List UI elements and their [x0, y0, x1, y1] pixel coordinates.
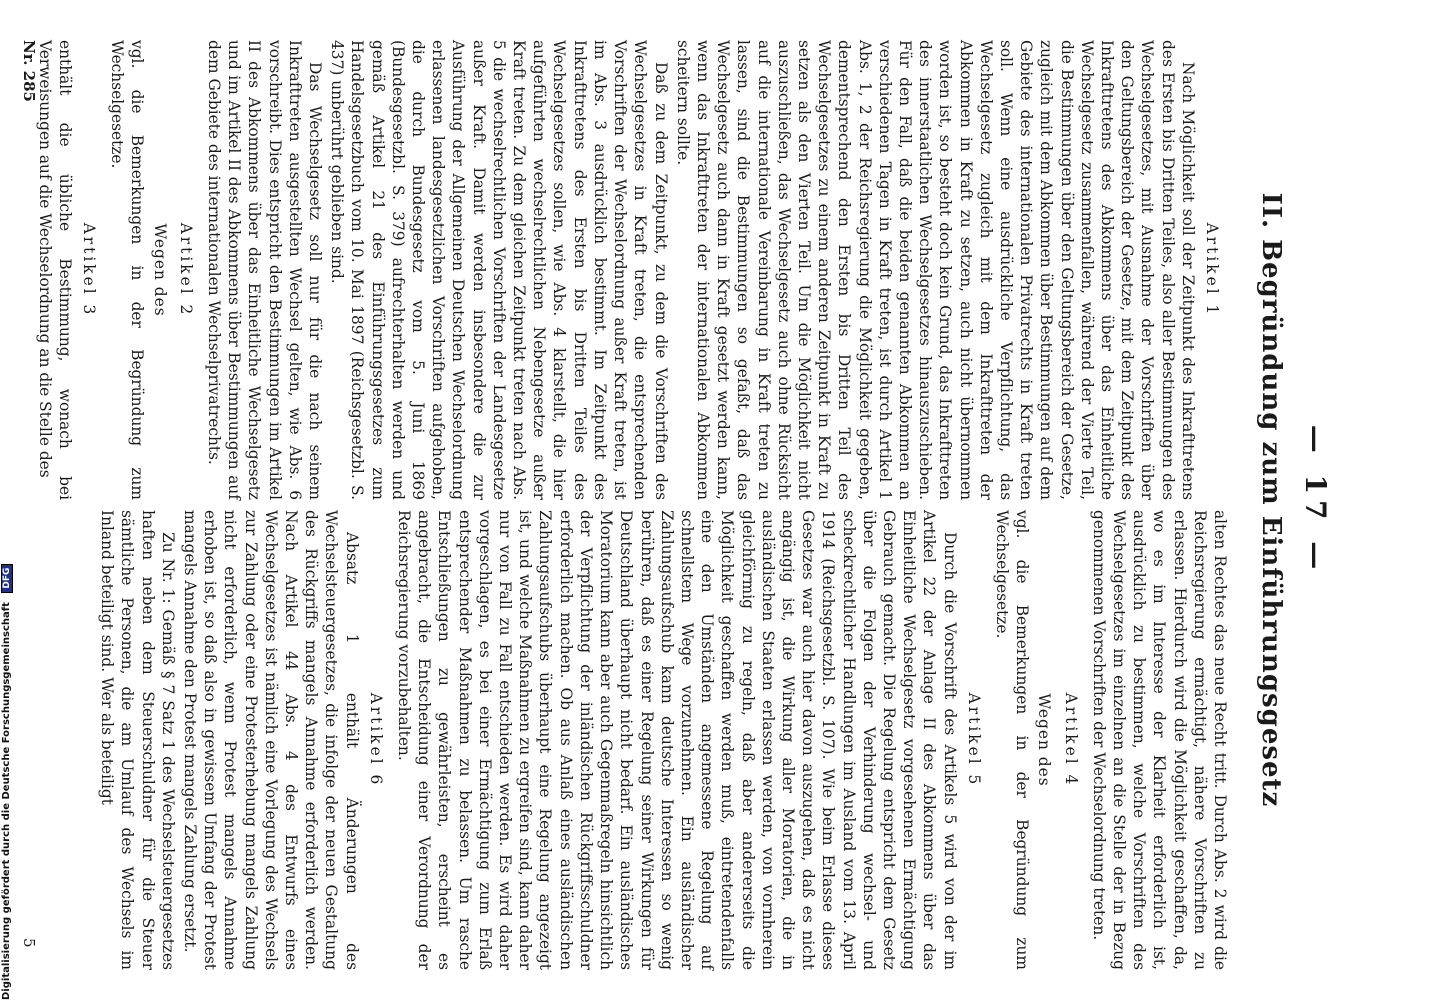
article-6-paragraph: Absatz 1 enthält Änderungen des Wechselsteuergesetzes, die infolge der neuen Gestaltung des Rückgriffs mangels Annahme erforderlich werden. Nach Artikel 44 Abs. 4 des Entwurfs eines Wechselgesetzes ist nämlich eine Vorlegung des Wechsels zur Zahlung oder eine Protesterhebung mangels Zahlung nicht erforderlich, wenn Protest mangels Annahme erhoben ist, so daß also in gewissem Umfang der Protest mangels Annahme den Protest mangels Zahlung ersetzt. — [181, 510, 361, 970]
article-2-heading: Artikel 2 — [176, 222, 195, 318]
article-2-text: vgl. die Bemerkungen in der Begründung zum Wechselgesetze. — [108, 40, 147, 500]
article-5-paragraph: Durch die Vorschrift des Artikels 5 wird von der im Artikel 22 der Anlage II des Abkommens über das Einheitliche Wechselgesetz vorgesehenen Ermächtigung Gebrauch gemacht. Die Regelung entspricht dem Gesetz über die Folgen der Verhinderung wechsel- und scheckrechtlicher Handlungen im Ausland vom 13. April 1914 (Reichsgesetzbl. S. 107). Wie beim Erlasse dieses Gesetzes war auch hier davon auszugehen, daß es nicht angängig ist, die Wirkung aller Moratorien, die in ausländischen Staaten erlassen werden, von vornherein gleichförmig zu regeln, daß aber andererseits die Möglichkeit geschaffen werden muß, eintretendenfalls eine den Umständen angemessene Regelung auf schnellstem Wege vorzunehmen. Ein ausländischer Zahlungsaufschub kann deutsche Interessen so wenig berühren, daß es einer Regelung seiner Wirkungen für Deutschland überhaupt nicht bedarf. Ein ausländisches Moratorium kann aber auch Gegenmaßregeln hinsichtlich der Verpflichtung der inländischen Rückgriffsschuldner erforderlich machen. Ob aus Anlaß eines ausländischen Zahlungsaufschubs überhaupt eine Regelung angezeigt ist, und welche Maßnahmen zu ergreifen sind, kann daher nur von Fall zu Fall entschieden werden. Es wird daher vorgeschlagen, es bei einer Ermächtigung zum Erlaß entsprechender Maßnahmen zu belassen. Um rasche Entschließungen zu gewährleisten, erscheint es angebracht, die Entscheidung einer Verordnung der Reichsregierung vorzubehalten. — [395, 510, 959, 970]
article-3-text: enthält die übliche Bestimmung, wonach bei Verweisungen auf die Wechselordnung an die Stelle des — [35, 40, 74, 500]
signature-mark: 5 — [20, 938, 38, 948]
article-1-heading: Artikel 1 — [1203, 222, 1221, 318]
article-1-paragraph: Nach Möglichkeit soll der Zeitpunkt des Inkrafttretens des Ersten bis Dritten Teiles, also aller Bestimmungen des Wechselgesetzes, mit Ausnahme der Vorschriften über den Geltungsbereich der Gesetze, mit dem Zeitpunkt des Inkrafttretens des Abkommens über das Einheitliche Wechselgesetz zusammenfallen, während der Vierte Teil, die Bestimmungen über den Geltungsbereich der Gesetze, zugleich mit dem Abkommen über Bestimmungen auf dem Gebiete des internationalen Privatrechts in Kraft treten soll. Wenn eine ausdrückliche Verpflichtung, das Wechselgesetz zugleich mit dem Inkrafttreten der Abkommen in Kraft zu setzen, auch nicht übernommen worden ist, so besteht doch kein Grund, das Inkrafttreten des innerstaatlichen Wechselgesetzes hinauszuschieben. Für den Fall, daß die beiden genannten Abkommen an verschiedenen Tagen in Kraft treten, ist durch Artikel 1 Abs. 1, 2 der Reichsregierung die Möglichkeit gegeben, dementsprechend den Ersten bis Dritten Teil des Wechselgesetzes zu einem anderen Zeitpunkt in Kraft zu setzen als den Vierten Teil. Um die Möglichkeit nicht auszuschließen, das Wechselgesetz auch ohne Rücksicht auf die internationale Vereinbarung in Kraft treten zu lassen, sind die Bestimmungen so gefaßt, daß das Wechselgesetz auch dann in Kraft gesetzt werden kann, wenn das Inkrafttreten der internationalen Abkommen scheitern sollte. — [673, 40, 1197, 500]
right-column — [95, 510, 1230, 970]
article-5-heading: Artikel 5 — [964, 692, 983, 788]
article-4-text: vgl. die Bemerkungen in der Begründung zum Wechselgesetze. — [992, 510, 1032, 970]
page-header — [1299, 0, 1332, 1000]
page-number: — 17 — — [1299, 424, 1332, 576]
article-6-heading: Artikel 6 — [366, 692, 385, 788]
dfg-logo: DFG — [1, 564, 13, 593]
article-2-wegen: Wegen des — [150, 223, 169, 317]
article-3-heading: Artikel 3 — [80, 222, 99, 318]
article-3-continuation: alten Rechtes das neue Recht tritt. Durch Abs. 2 wird die Reichsregierung ermächtigt, nähere Vorschriften zu erlassen. Hierdurch wird die Möglichkeit geschaffen, da, wo es im Interesse der Klarheit erforderlich ist, ausdrücklich zu bestimmen, welche Vorschriften des Wechselgesetzes im einzelnen an die Stelle der in Bezug genommenen Vorschriften der Wechselordnung treten. — [1089, 510, 1229, 970]
credit-text: Digitalisierung gefördert durch die Deutsche Forschungsgemeinschaft — [1, 602, 12, 1000]
section-title: II. Begründung zum Einführungsgesetz — [1256, 192, 1286, 808]
article-4-wegen: Wegen des — [1035, 693, 1054, 787]
left-column — [32, 40, 1230, 500]
article-1-paragraph: Daß zu dem Zeitpunkt, zu dem die Vorschriften des Wechselgesetzes in Kraft treten, die entsprechenden Vorschriften der Wechselordnung außer Kraft treten, ist im Abs. 3 ausdrücklich bestimmt. Im Zeitpunkt des Inkrafttretens des Ersten bis Dritten Teiles des Wechselgesetzes sollen, wie Abs. 4 klarstellt, die hier aufgeführten wechselrechtlichen Nebengesetze außer Kraft treten. Zu dem gleichen Zeitpunkt treten nach Abs. 5 die wechselrechtlichen Vorschriften der Landesgesetze außer Kraft. Damit werden insbesondere die zur Ausführung der Allgemeinen Deutschen Wechselordnung erlassenen landesgesetzlichen Vorschriften aufgehoben, die durch Bundesgesetz vom 5. Juni 1869 (Bundesgesetzbl. S. 379) aufrechterhalten werden und gemäß Artikel 21 des Einführungsgesetzes zum Handelsgesetzbuch vom 10. Mai 1897 (Reichsgesetzbl. S. 437) unberührt geblieben sind. — [328, 40, 670, 500]
article-4-heading: Artikel 4 — [1061, 692, 1080, 788]
article-1-paragraph: Das Wechselgesetz soll nur für die nach seinem Inkrafttreten ausgestellten Wechsel gelten, wie Abs. 6 vorschreibt. Dies entspricht den Bestimmungen im Artikel II des Abkommens über das Einheitliche Wechselgesetz und im Artikel II des Abkommens über Bestimmungen auf dem Gebiete des internationalen Wechselprivatrechts. — [205, 40, 325, 500]
print-number: Nr. 285 — [20, 40, 38, 102]
article-6-paragraph: Zu Nr. 1: Gemäß § 7 Satz 1 des Wechselsteuergesetzes haften neben dem Steuerschuldner für die Steuer sämtliche Personen, die am Umlauf des Wechsels im Inland beteiligt sind. Wer als beteiligt — [98, 510, 177, 970]
